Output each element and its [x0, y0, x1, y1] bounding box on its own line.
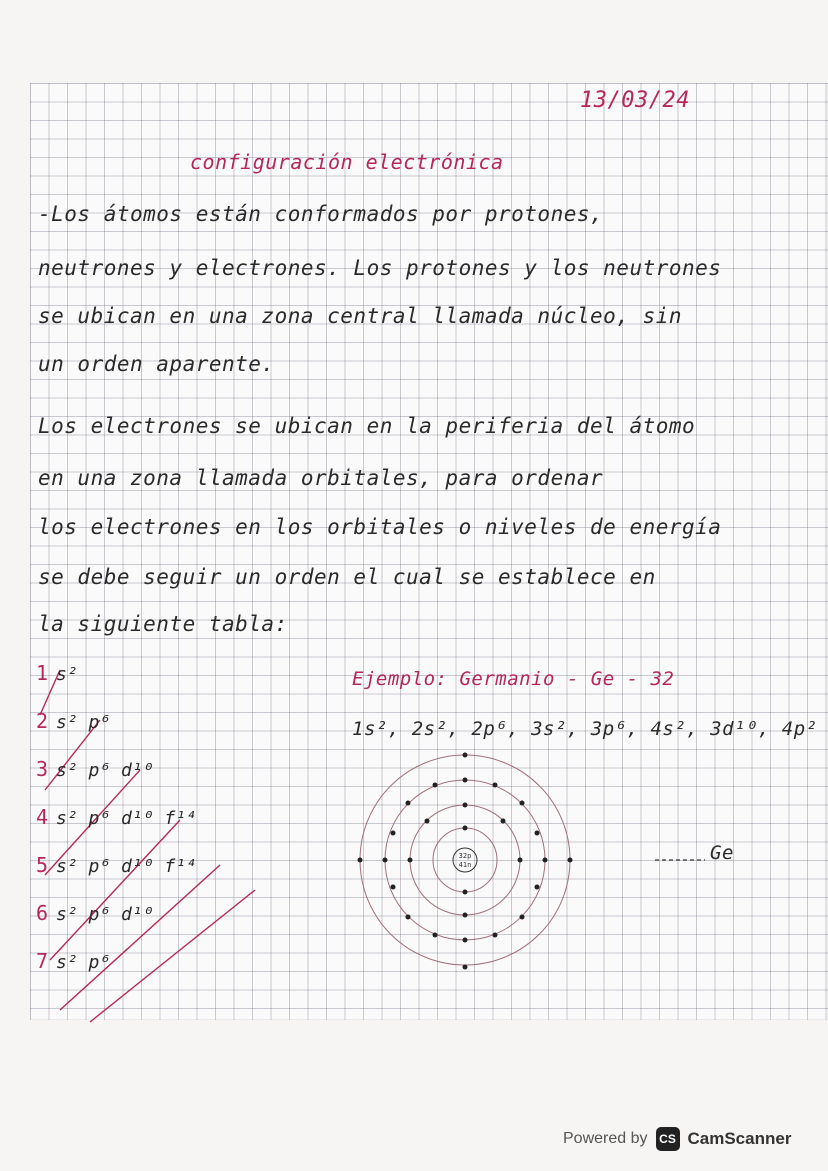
diagram-level-number: 7 — [36, 949, 49, 973]
camscanner-logo-icon: CS — [656, 1127, 680, 1151]
shell-1 — [433, 828, 497, 892]
diagram-level-number: 5 — [36, 853, 49, 877]
element-symbol: Ge — [710, 842, 734, 864]
aufbau-diagram — [30, 660, 290, 1030]
arrow-to-symbol — [650, 850, 710, 870]
diagram-orbitals: s² p⁶ — [56, 712, 111, 733]
paragraph-2-line: se debe seguir un orden el cual se establece en — [38, 565, 656, 589]
paragraph-1-line: se ubican en una zona central llamada núcleo, sin — [38, 304, 683, 328]
paragraph-1-line: un orden aparente. — [38, 352, 275, 376]
diagram-level-number: 1 — [36, 661, 49, 685]
paragraph-1-line: -Los átomos están conformados por protones, — [38, 202, 604, 226]
diagram-level-number: 2 — [36, 709, 49, 733]
powered-by-text: Powered by — [563, 1130, 648, 1147]
paragraph-1-line: neutrones y electrones. Los protones y los neutrones — [38, 256, 722, 280]
camscanner-watermark — [563, 1121, 791, 1157]
diagram-level-number: 4 — [36, 805, 49, 829]
shell-4 — [360, 755, 570, 965]
diagram-orbitals: s² — [56, 664, 78, 685]
paragraph-2-line: en una zona llamada orbitales, para ordenar — [38, 466, 604, 490]
electron-configuration: 1s², 2s², 2p⁶, 3s², 3p⁶, 4s², 3d¹⁰, 4p² — [352, 718, 818, 740]
diagram-level-number: 6 — [36, 901, 49, 925]
diagram-orbitals: s² p⁶ d¹⁰ — [56, 904, 154, 925]
paragraph-2-line: los electrones en los orbitales o niveles de energía — [38, 515, 722, 539]
diagram-orbitals: s² p⁶ d¹⁰ — [56, 760, 154, 781]
paragraph-2-line: la siguiente tabla: — [38, 612, 288, 636]
brand-name: CamScanner — [687, 1129, 792, 1148]
nucleus-protons: 32p — [458, 852, 472, 860]
diagram-orbitals: s² p⁶ d¹⁰ f¹⁴ — [56, 856, 197, 877]
nucleus-neutrons: 41n — [458, 861, 472, 869]
bohr-model-atom — [355, 745, 585, 985]
paragraph-2-line: Los electrones se ubican en la periferia del átomo — [38, 414, 696, 438]
example-label: Ejemplo: Germanio - Ge - 32 — [352, 668, 675, 690]
page-title: configuración electrónica — [190, 150, 504, 174]
diagram-orbitals: s² p⁶ d¹⁰ f¹⁴ — [56, 808, 197, 829]
diagram-level-number: 3 — [36, 757, 49, 781]
date: 13/03/24 — [580, 88, 690, 113]
diagram-orbitals: s² p⁶ — [56, 952, 111, 973]
